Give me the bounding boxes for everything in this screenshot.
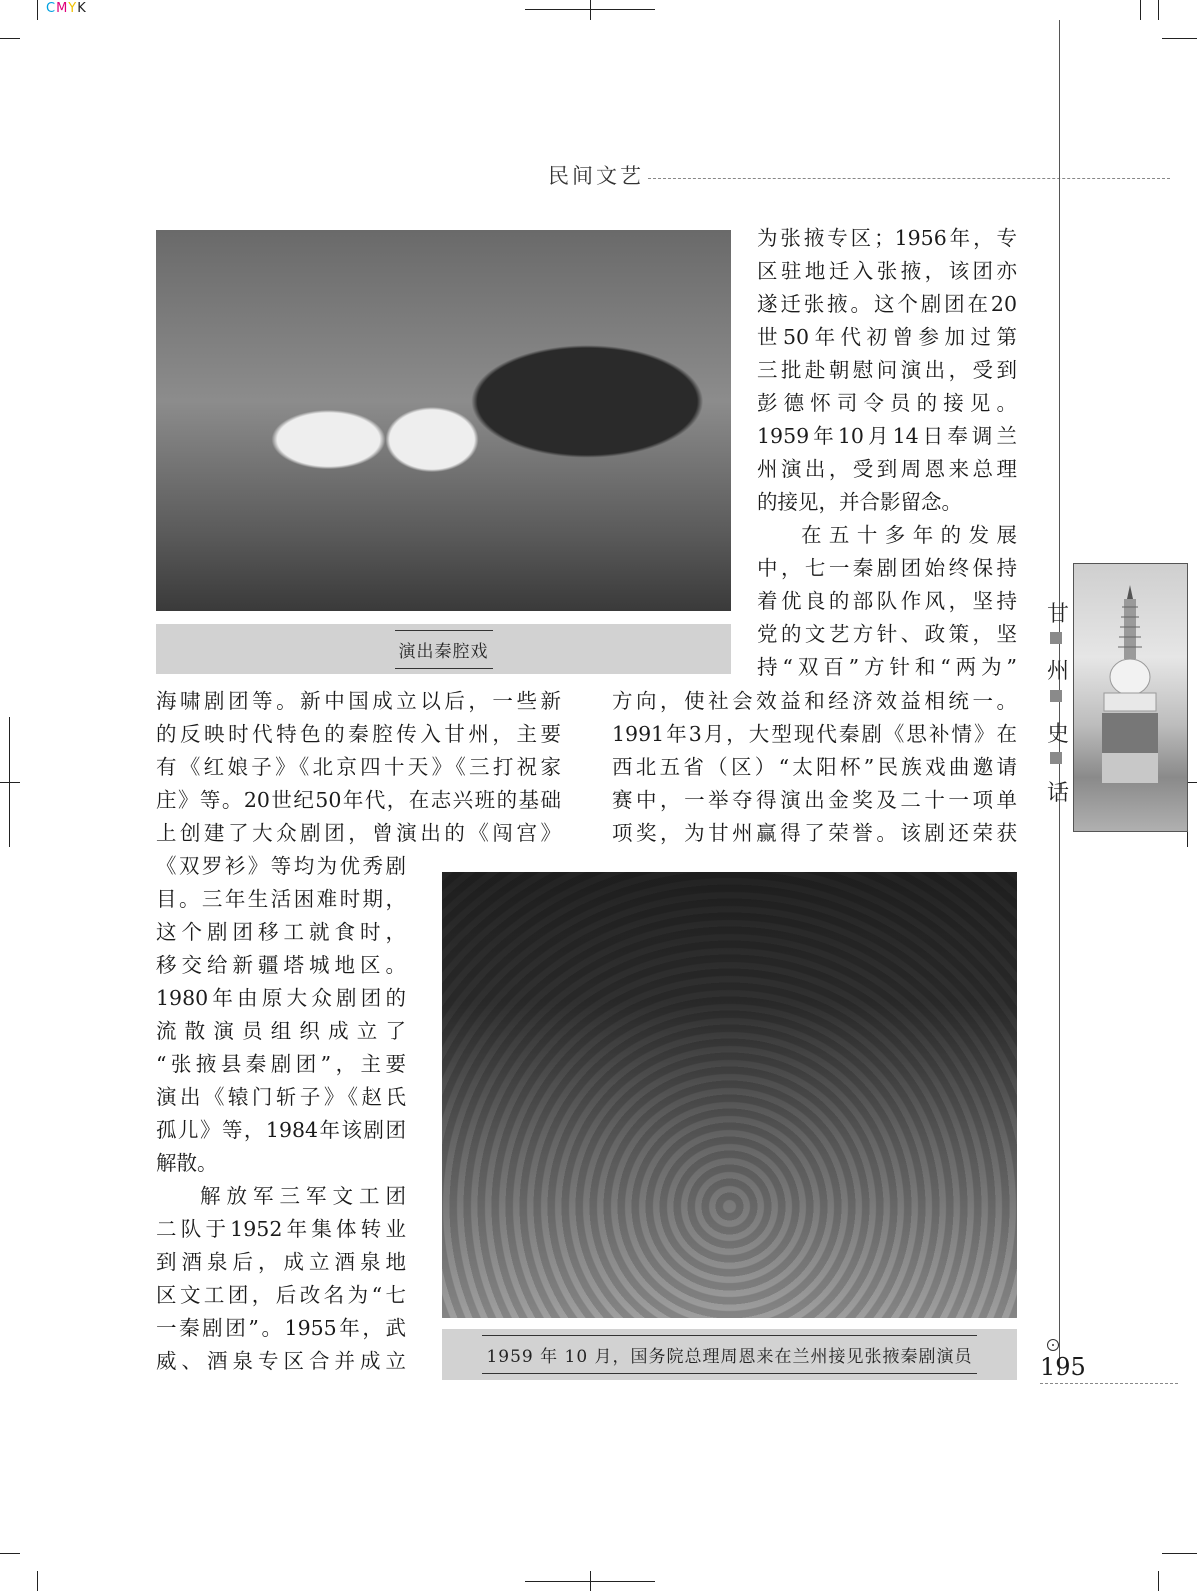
photo-caption-text: 演出秦腔戏 [395, 630, 493, 669]
text-line: 区驻地迁入张掖，该团亦 [757, 259, 1017, 283]
cmyk-c: C [46, 1, 57, 16]
text-line: 1991年3月，大型现代秦剧《思补情》在 [612, 722, 1017, 746]
sidebar-char: 话 [1047, 781, 1070, 806]
text-line: 三批赴朝慰问演出，受到 [757, 358, 1017, 382]
text-column-right-top [757, 222, 1017, 684]
section-title: 民间文艺 [548, 164, 644, 188]
sidebar-square [1050, 632, 1062, 644]
text-line: 1980年由原大众剧团的 [156, 986, 406, 1010]
text-column-left-bottom [156, 850, 406, 1378]
text-line: 着优良的部队作风，坚持 [757, 589, 1017, 613]
text-line: 有《红娘子》《北京四十天》《三打祝家 [156, 755, 561, 779]
text-line: 海啸剧团等。新中国成立以后，一些新 [156, 689, 561, 713]
text-line: 1959年10月14日奉调兰 [757, 424, 1017, 448]
photo-caption [156, 624, 731, 674]
opera-performance-photo [156, 230, 731, 611]
crop-mark [0, 38, 20, 39]
text-line: 州演出，受到周恩来总理 [757, 457, 1017, 481]
crop-mark [1158, 1571, 1159, 1591]
crop-mark [37, 0, 38, 20]
crop-mark [590, 1571, 591, 1591]
crop-mark [1158, 0, 1159, 20]
text-line: 西北五省（区）“太阳杯”民族戏曲邀请 [612, 755, 1017, 779]
sidebar-square [1050, 752, 1062, 764]
crop-mark [590, 0, 591, 20]
cmyk-m: M [56, 1, 69, 16]
text-line: 的接见，并合影留念。 [757, 490, 962, 514]
text-line: 的反映时代特色的秦腔传入甘州，主要 [156, 722, 561, 746]
cmyk-k: K [77, 1, 87, 16]
photo-caption [442, 1329, 1017, 1380]
crop-mark [1162, 1553, 1197, 1554]
text-line: 世50年代初曾参加过第 [757, 325, 1017, 349]
text-line: 赛中，一举夺得演出金奖及二十一项单 [612, 788, 1017, 812]
crop-mark [1162, 38, 1197, 39]
crop-mark [0, 1553, 20, 1554]
sidebar-char: 甘 [1047, 602, 1070, 627]
text-line: 这个剧团移工就食时， [156, 920, 406, 944]
text-line: 目。三年生活困难时期， [156, 887, 406, 911]
group-photo [442, 872, 1017, 1318]
text-line: 解散。 [156, 1151, 218, 1175]
cmyk-y: Y [68, 1, 78, 16]
sidebar-square [1050, 690, 1062, 702]
page-ornament-icon [1047, 1339, 1059, 1351]
photo-caption-text: 1959 年 10 月，国务院总理周恩来在兰州接见张掖秦剧演员 [482, 1335, 976, 1374]
text-line: “张掖县秦剧团”，主要 [156, 1052, 406, 1076]
text-line: 党的文艺方针、政策，坚 [757, 622, 1017, 646]
text-line: 演出《辕门斩子》《赵氏 [156, 1085, 406, 1109]
pagoda-icon [1102, 585, 1158, 785]
text-line: 为张掖专区；1956年，专 [757, 226, 1017, 250]
text-line: 到酒泉后，成立酒泉地 [156, 1250, 406, 1274]
text-line: 二队于1952年集体转业 [156, 1217, 406, 1241]
crop-mark [37, 1571, 38, 1591]
text-line: 区文工团，后改名为“七 [156, 1283, 406, 1307]
cmyk-color-bar [46, 1, 87, 16]
text-line: 庄》等。20世纪50年代，在志兴班的基础 [156, 788, 561, 812]
text-line: 中，七一秦剧团始终保持 [757, 556, 1017, 580]
text-line: 遂迁张掖。这个剧团在20 [757, 292, 1017, 316]
text-line: 一秦剧团”。1955年，武 [156, 1316, 406, 1340]
header-rule [648, 178, 1170, 179]
text-line: 在五十多年的发展 [801, 523, 1017, 547]
text-line: 持“双百”方针和“两为” [757, 655, 1017, 679]
text-line: 彭德怀司令员的接见。 [757, 391, 1017, 415]
text-column-left-mid [156, 685, 561, 850]
text-line: 孤儿》等，1984年该剧团 [156, 1118, 406, 1142]
crop-mark [0, 782, 20, 783]
crop-mark [1140, 0, 1141, 20]
text-line: 方向，使社会效益和经济效益相统一。 [612, 689, 1017, 713]
text-line: 威、酒泉专区合并成立 [156, 1349, 406, 1373]
footer-rule [1040, 1383, 1178, 1384]
text-line: 《双罗衫》等均为优秀剧 [156, 854, 406, 878]
text-column-right-mid [612, 685, 1017, 850]
sidebar-char: 史 [1047, 722, 1070, 747]
text-line: 项奖，为甘州赢得了荣誉。该剧还荣获 [612, 821, 1017, 845]
text-line: 上创建了大众剧团，曾演出的《闯宫》 [156, 821, 561, 845]
text-line: 移交给新疆塔城地区。 [156, 953, 406, 977]
text-line: 解放军三军文工团 [200, 1184, 406, 1208]
sidebar-char: 州 [1047, 659, 1070, 684]
page-number: 195 [1040, 1353, 1086, 1381]
text-line: 流散演员组织成立了 [156, 1019, 406, 1043]
